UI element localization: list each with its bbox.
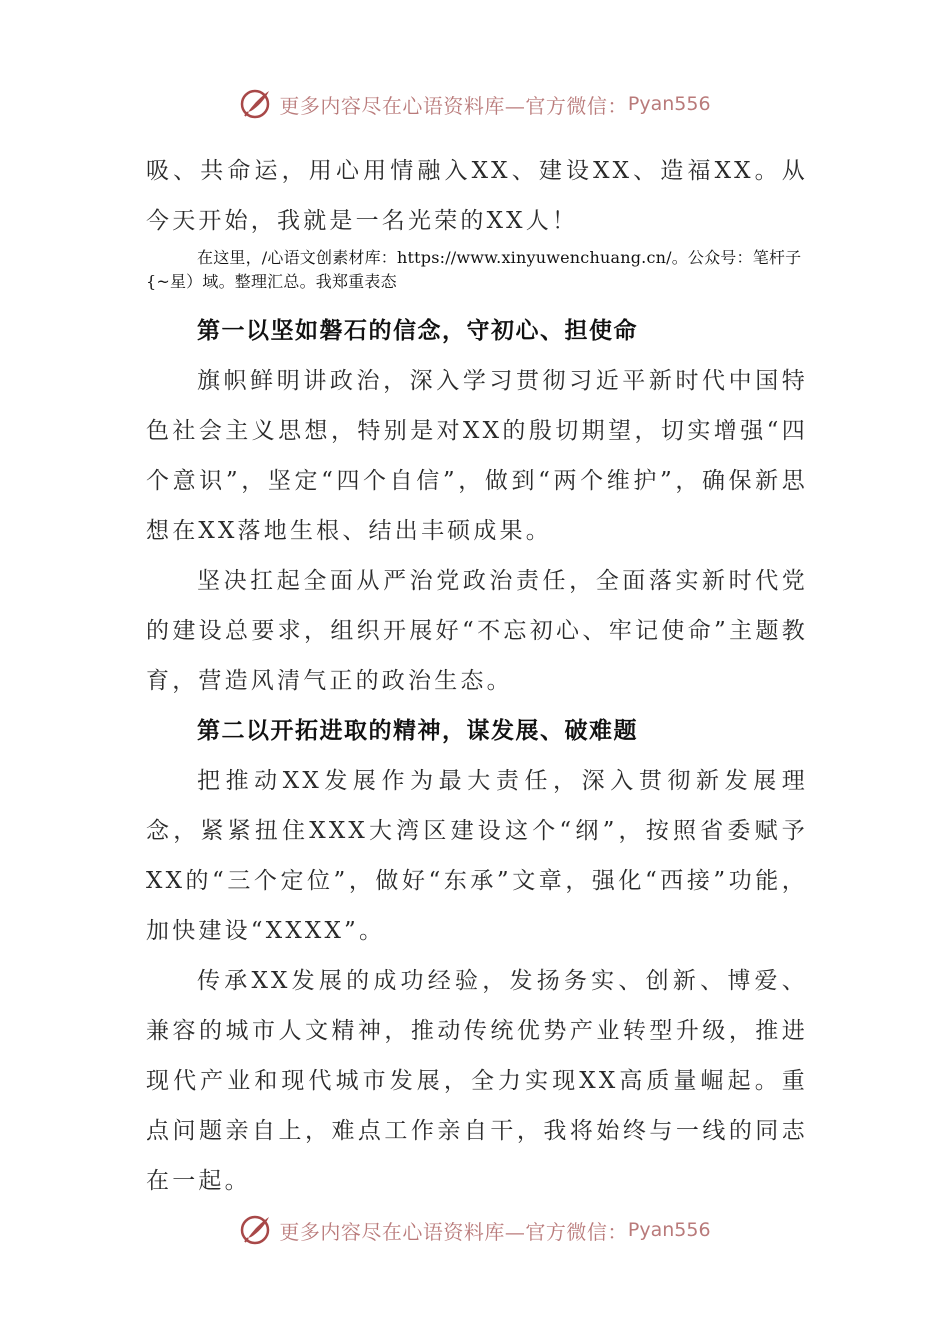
- section-heading-2: 第二以开拓进取的精神，谋发展、破难题: [197, 717, 638, 744]
- banner-text: 更多内容尽在心语资料库—官方微信：: [279, 1219, 628, 1244]
- opening-paragraph: 吸、共命运，用心用情融入XX、建设XX、造福XX。从今天开始，我就是一名光荣的XX人！: [146, 158, 808, 234]
- footer-banner: [0, 1210, 950, 1250]
- paragraph-2: 坚决扛起全面从严治党政治责任，全面落实新时代党的建设总要求，组织开展好“不忘初心、牢记使命”主题教育，营造风清气正的政治生态。: [146, 568, 808, 694]
- banner-wechat-id: Pyan556: [627, 93, 711, 115]
- paragraph-1: 旗帜鲜明讲政治，深入学习贯彻习近平新时代中国特色社会主义思想，特别是对XX的殷切期望，切实增强“四个意识”，坚定“四个自信”，做到“两个维护”，确保新思想在XX落地生根、结出丰硕成果。: [146, 368, 808, 544]
- header-banner: [0, 84, 950, 124]
- document-body: [146, 146, 808, 1206]
- section-heading-1: 第一以坚如磐石的信念，守初心、担使命: [197, 317, 638, 344]
- banner-text: 更多内容尽在心语资料库—官方微信：: [279, 93, 628, 118]
- paragraph-4: 传承XX发展的成功经验，发扬务实、创新、博爱、兼容的城市人文精神，推动传统优势产业转型升级，推进现代产业和现代城市发展，全力实现XX高质量崛起。重点问题亲自上，难点工作亲自干，我将始终与一线的同志在一起。: [146, 968, 808, 1194]
- banner-wechat-id: Pyan556: [627, 1219, 711, 1241]
- quill-pen-icon: [239, 87, 273, 121]
- quill-pen-icon: [239, 1213, 273, 1247]
- source-note: 在这里，/心语文创素材库：https://www.xinyuwenchuang.cn/。公众号：笔杆子{~星）域。整理汇总。我郑重表态: [146, 248, 802, 291]
- paragraph-3: 把推动XX发展作为最大责任，深入贯彻新发展理念，紧紧扭住XXX大湾区建设这个“纲”，按照省委赋予XX的“三个定位”，做好“东承”文章，强化“西接”功能，加快建设“XXXX”。: [146, 768, 808, 944]
